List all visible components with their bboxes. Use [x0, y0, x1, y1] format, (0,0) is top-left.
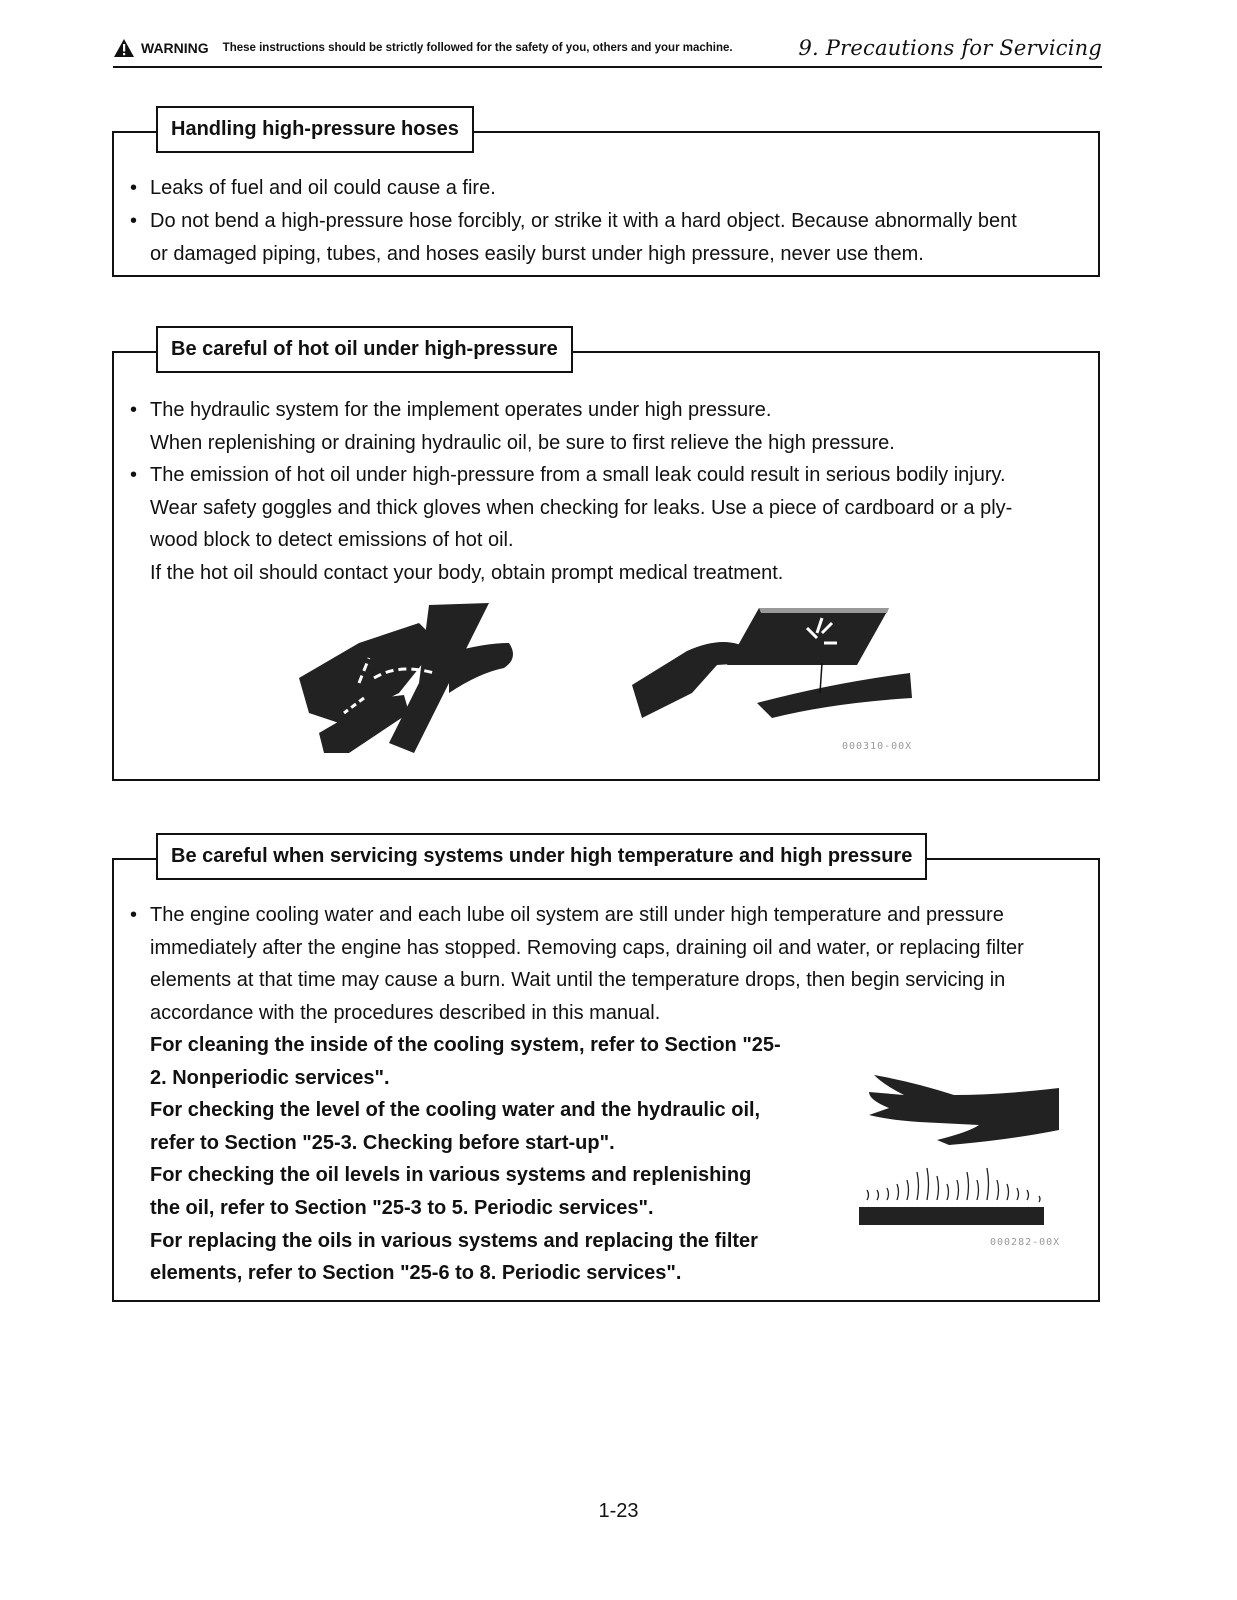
page-number: 1-23: [598, 1500, 639, 1522]
box-title: Be careful of hot oil under high-pressure: [156, 326, 573, 373]
bullet-dot: •: [130, 210, 138, 232]
reference-line: For checking the level of the cooling water and the hydraulic oil,: [150, 1099, 761, 1122]
bullet-dot: •: [130, 904, 138, 926]
reference-line: For replacing the oils in various systems and replacing the filter: [150, 1229, 758, 1252]
bullet-item: [130, 394, 1082, 459]
section-title: 9. Precautions for Servicing: [798, 36, 1102, 60]
figure-code: 000310-00X: [842, 741, 913, 752]
section-references: [150, 1029, 828, 1290]
bullet-line: If the hot oil should contact your body, obtain prompt medical treatment.: [150, 561, 784, 584]
bullet-line: Do not bend a high-pressure hose forcibly, or strike it with a hard object. Because abnormally bent: [150, 210, 1017, 232]
bullet-line: wood block to detect emissions of hot oil.: [150, 529, 514, 552]
warning-word: WARNING: [141, 40, 209, 56]
bullet-line: When replenishing or draining hydraulic oil, be sure to first relieve the high pressure.: [150, 431, 895, 454]
page-header: [113, 36, 1102, 68]
reference-line: the oil, refer to Section "25-3 to 5. Periodic services".: [150, 1196, 654, 1219]
bullet-line: elements at that time may cause a burn. Wait until the temperature drops, then begin servicing in: [150, 969, 1006, 992]
bullet-item: [130, 899, 1082, 1029]
bullet-line: Wear safety goggles and thick gloves when checking for leaks. Use a piece of cardboard or a ply-: [150, 496, 1013, 519]
reference-line: For checking the oil levels in various systems and replenishing: [150, 1164, 752, 1187]
reference-line: elements, refer to Section "25-6 to 8. Periodic services".: [150, 1262, 682, 1285]
bullet-dot: •: [130, 464, 138, 486]
bullet-item: [130, 172, 1082, 205]
bullet-line: or damaged piping, tubes, and hoses easily burst under high pressure, never use them.: [150, 242, 924, 265]
bullet-item: [130, 205, 1082, 270]
hot-surface-hand-illustration: [859, 1070, 1059, 1240]
warning-banner: [113, 38, 733, 58]
hot-oil-warning-box: [112, 338, 1100, 781]
box-title: Be careful when servicing systems under high temperature and high pressure: [156, 833, 927, 880]
bullet-line: The hydraulic system for the implement operates under high pressure.: [150, 399, 772, 421]
bullet-line: The engine cooling water and each lube oil system are still under high temperature and pressure: [150, 904, 1004, 926]
reference-line: refer to Section "25-3. Checking before start-up".: [150, 1131, 615, 1154]
bullet-line: Leaks of fuel and oil could cause a fire.: [150, 177, 496, 199]
bullet-dot: •: [130, 399, 138, 421]
high-temperature-warning-box: [112, 845, 1100, 1302]
warning-text: These instructions should be strictly followed for the safety of you, others and your machine.: [222, 42, 733, 54]
bullet-line: The emission of hot oil under high-pressure from a small leak could result in serious bodily injury.: [150, 464, 1006, 486]
bullet-dot: •: [130, 177, 138, 199]
figure-code: 000282-00X: [990, 1237, 1061, 1248]
hand-oil-spray-illustration: [299, 603, 524, 758]
bullet-item: [130, 459, 1082, 589]
warning-triangle-icon: [113, 38, 135, 58]
bullet-line: accordance with the procedures described in this manual.: [150, 1001, 661, 1024]
reference-line: For cleaning the inside of the cooling system, refer to Section "25-: [150, 1034, 781, 1056]
bullet-line: immediately after the engine has stopped. Removing caps, draining oil and water, or replacing filter: [150, 936, 1024, 959]
box-title: Handling high-pressure hoses: [156, 106, 474, 153]
cardboard-leak-check-illustration: [632, 603, 912, 728]
hoses-warning-box: [112, 118, 1100, 277]
reference-line: 2. Nonperiodic services".: [150, 1066, 390, 1089]
